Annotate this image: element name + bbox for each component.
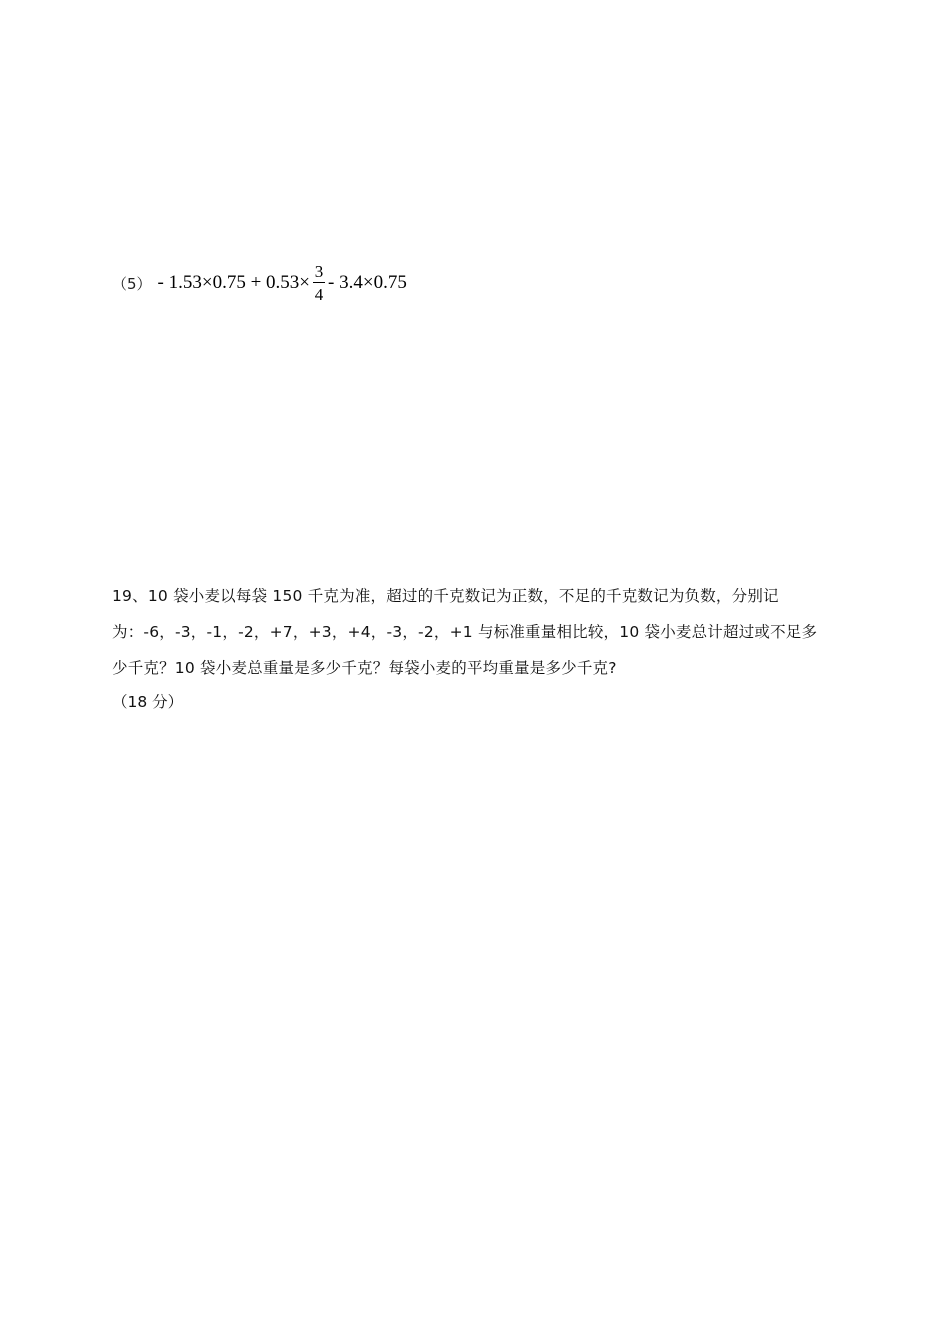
problem-19 xyxy=(112,578,842,686)
fraction-numerator: 3 xyxy=(314,262,324,281)
problem-19-score: （18 分） xyxy=(112,693,184,711)
fraction-three-quarters xyxy=(313,263,325,303)
problem-5-label: （5） xyxy=(112,274,152,293)
problem-5 xyxy=(112,258,407,308)
fraction-denominator: 4 xyxy=(314,285,324,304)
problem-5-expression xyxy=(158,263,407,303)
expression-part-1: - 1.53×0.75 + 0.53× xyxy=(157,272,311,293)
expression-part-2: - 3.4×0.75 xyxy=(328,272,407,293)
problem-19-line-2: 为：-6，-3，-1，-2，+7，+3，+4，-3，-2，+1 与标准重量相比较，10 袋小麦总计超过或不足多 xyxy=(112,623,818,641)
problem-19-line-1: 19、10 袋小麦以每袋 150 千克为准，超过的千克数记为正数，不足的千克数记为负数，分别记 xyxy=(112,587,779,605)
problem-19-line-3: 少千克？10 袋小麦总重量是多少千克？每袋小麦的平均重量是多少千克? xyxy=(112,659,617,677)
